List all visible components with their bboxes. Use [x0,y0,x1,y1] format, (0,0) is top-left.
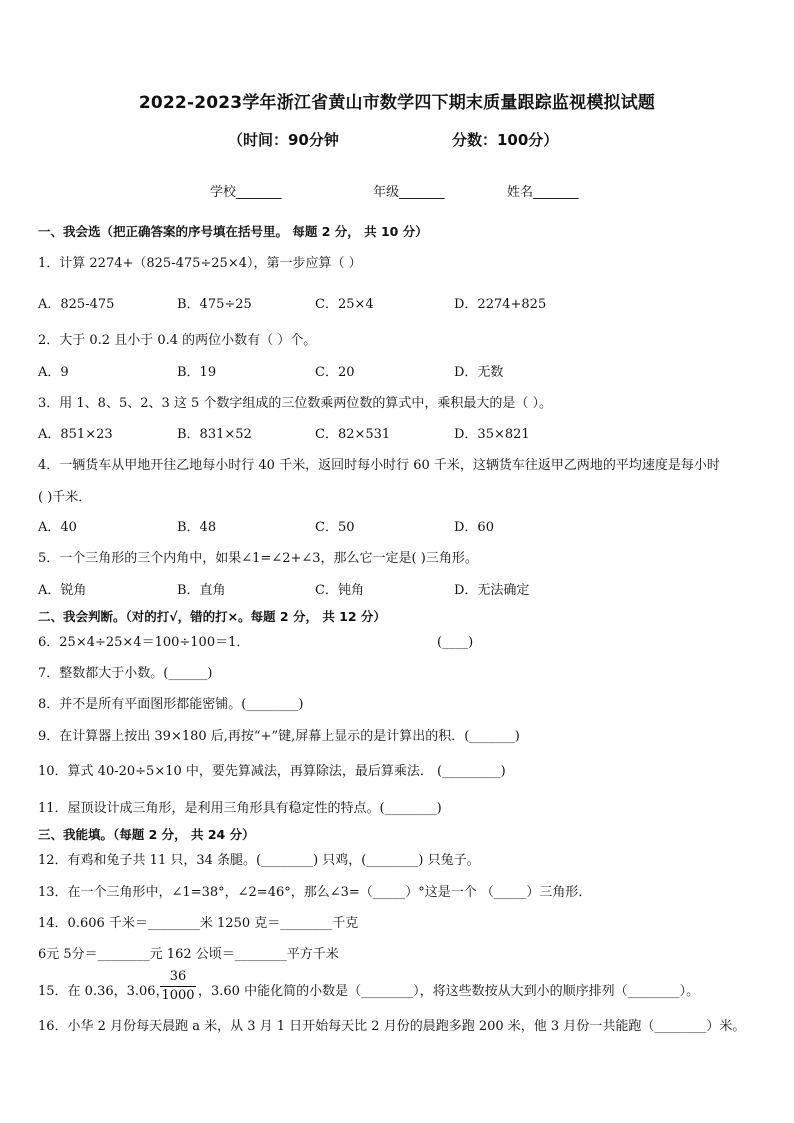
question-15-suffix: ，3.60 中能化简的小数是（________），将这些数按从大到小的顺序排列（________）。 [198,984,700,999]
q1-option-d: D．2274+825 [454,297,547,312]
grade-field: 年级_______ [373,185,445,200]
question-16: 16．小华 2 月份每天晨跑 a 米，从 3 月 1 日开始每天比 2 月份的晨跑多跑 200 米，他 3 月份一共能跑（________）米。 [38,1019,746,1034]
q5-option-a: A．锐角 [38,583,87,598]
q4-option-d: D．60 [454,520,494,535]
school-field: 学校_______ [210,185,282,200]
q4-option-a: A．40 [38,520,77,535]
question-14-line-2: 6元 5分＝________元 162 公顷＝________平方千米 [38,947,339,962]
q1-option-a: A．825-475 [38,297,115,312]
fraction-36-over-1000 [160,969,196,1004]
question-10: 10．算式 40-20÷5×10 中，要先算减法，再算除法，最后算乘法． (_________) [38,764,506,779]
q1-option-c: C．25×4 [315,297,374,312]
q1-option-b: B．475÷25 [177,297,252,312]
exam-time: （时间：90分钟 [228,131,339,149]
question-8: 8．并不是所有平面图形都能密铺。(________) [38,697,304,712]
fraction-denominator: 1000 [161,988,195,1003]
question-12: 12．有鸡和兔子共 11 只，34 条腿。(________) 只鸡，(________) 只兔子。 [38,853,480,868]
question-7: 7．整数都大于小数。(______) [38,666,213,681]
question-6: 6．25×4÷25×4＝100÷100＝1． [38,635,250,650]
q3-option-b: B．831×52 [177,427,252,442]
q2-option-b: B．19 [177,365,217,380]
section-3-heading: 三、我能填。（每题 2 分， 共 24 分） [38,827,255,842]
question-1: 1．计算 2274+（825-475÷25×4），第一步应算（ ） [38,256,362,271]
question-15-prefix: 15．在 0.36，3.06， [38,984,169,999]
question-4: 4．一辆货车从甲地开往乙地每小时行 40 千米，返回时每小时行 60 千米，这辆货车往返甲乙两地的平均速度是每小时 [38,458,720,473]
q2-option-c: C．20 [315,365,355,380]
question-9: 9．在计算器上按出 39×180 后,再按“+”键,屏幕上显示的是计算出的积．(_______) [38,729,520,744]
exam-title: 2022-2023学年浙江省黄山市数学四下期末质量跟踪监视模拟试题 [138,93,656,113]
section-2-heading: 二、我会判断。（对的打√，错的打×。每题 2 分， 共 12 分） [38,609,386,624]
q5-option-b: B．直角 [177,583,226,598]
q2-option-d: D．无数 [454,365,504,380]
question-5: 5．一个三角形的三个内角中，如果∠1=∠2+∠3，那么它一定是( )三角形。 [38,551,478,566]
question-14-line-1: 14．0.606 千米＝________米 1250 克＝________千克 [38,916,359,931]
q3-option-c: C．82×531 [315,427,391,442]
q5-option-c: C．钝角 [315,583,364,598]
question-13: 13．在一个三角形中，∠1=38°，∠2=46°，那么∠3=（_____）°这是一个 （_____）三角形． [38,885,592,900]
q2-option-a: A．9 [38,365,69,380]
section-1-heading: 一、我会选（把正确答案的序号填在括号里。 每题 2 分， 共 10 分） [38,224,428,239]
question-6-answer-blank: (____) [437,635,474,650]
q4-option-b: B．48 [177,520,217,535]
question-2: 2．大于 0.2 且小于 0.4 的两位小数有（ ）个。 [38,333,317,348]
question-3: 3．用 1、8、5、2、3 这 5 个数字组成的三位数乘两位数的算式中，乘积最大的是（ ）。 [38,396,553,411]
q3-option-a: A．851×23 [38,427,113,442]
q5-option-d: D．无法确定 [454,583,530,598]
fraction-bar [160,986,196,987]
q3-option-d: D．35×821 [454,427,530,442]
question-4-continued: ( )千米． [38,490,92,505]
question-11: 11．屋顶设计成三角形，是利用三角形具有稳定性的特点。(________) [38,801,442,816]
name-field: 姓名_______ [507,185,579,200]
fraction-numerator: 36 [169,969,187,984]
exam-score: 分数：100分） [452,131,559,149]
q4-option-c: C．50 [315,520,355,535]
